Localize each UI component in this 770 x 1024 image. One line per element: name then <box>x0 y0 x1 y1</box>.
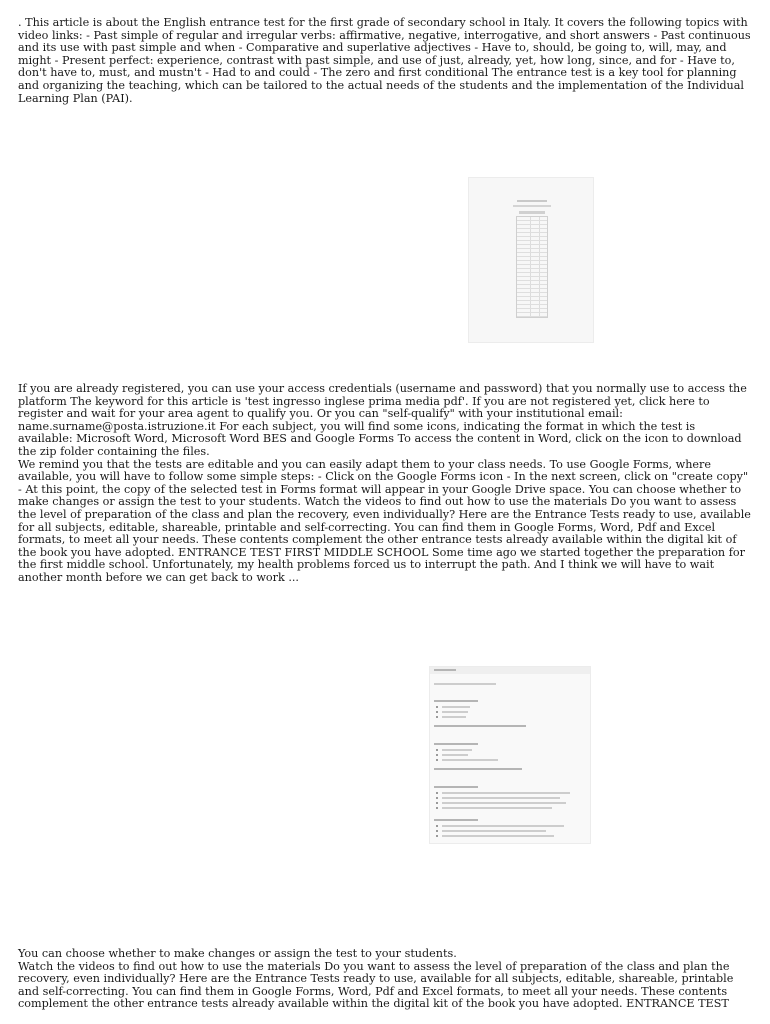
test-list-thumbnail <box>429 666 591 844</box>
intro-paragraph: . This article is about the English entrance test for the first grade of secondary school in Italy. It covers the following topics with video links: - Past simple of regular and irregular verbs: affirmative, negative, interrogative, and short answers - Past continuous and its use with past simple and when - Comparative and superlative adjectives - Have to, should, be going to, will, may, and might - Present perfect: experience, contrast with past simple, and use of just, already, yet, how long, since, and for - Have to, don't have to, must, and mustn't - Had to and could - The zero and first conditional The entrance test is a key tool for planning and organizing the teaching, which can be tailored to the actual needs of the students and the implementation of the Individual Learning Plan (PAI). <box>18 16 751 105</box>
closing-paragraph: You can choose whether to make changes or assign the test to your students. Watch the videos to find out how to use the materials Do you want to assess the level of preparation of the class and plan the recovery, even individually? Here are the Entrance Tests ready to use, available for all subjects, editable, shareable, printable and self-correcting. You can find them in Google Forms, Word, Pdf and Excel formats, to meet all your needs. These contents complement the other entrance tests already available within the digital kit of the book you have adopted. ENTRANCE TEST <box>18 947 734 1011</box>
access-instructions-paragraph: If you are already registered, you can use your access credentials (username and password) that you normally use to access the platform The keyword for this article is 'test ingresso inglese prima media pdf'. If you are not registered yet, click here to register and wait for your area agent to qualify you. Or you can "self-qualify" with your institutional email: name.surname@posta.istruzione.it For each subject, you will find some icons, indicating the format in which the test is available: Microsoft Word, Microsoft Word BES and Google Forms To access the content in Word, click on the icon to download the zip folder containing the files. We remind you that the tests are editable and you can easily adapt them to your class needs. To use Google Forms, where available, you will have to follow some simple steps: - Click on the Google Forms icon - In the next screen, click on "create copy" - At this point, the copy of the selected test in Forms format will appear in your Google Drive space. You can choose whether to make changes or assign the test to your students. Watch the videos to find out how to use the materials Do you want to assess the level of preparation of the class and plan the recovery, even individually? Here are the Entrance Tests ready to use, available for all subjects, editable, shareable, printable and self-correcting. You can find them in Google Forms, Word, Pdf and Excel formats, to meet all your needs. These contents complement the other entrance tests already available within the digital kit of the book you have adopted. ENTRANCE TEST FIRST MIDDLE SCHOOL Some time ago we started together the preparation for the first middle school. Unfortunately, my health problems forced us to interrupt the path. And I think we will have to wait another month before we can get back to work ... <box>18 382 751 584</box>
test-sheet-thumbnail <box>468 177 594 343</box>
